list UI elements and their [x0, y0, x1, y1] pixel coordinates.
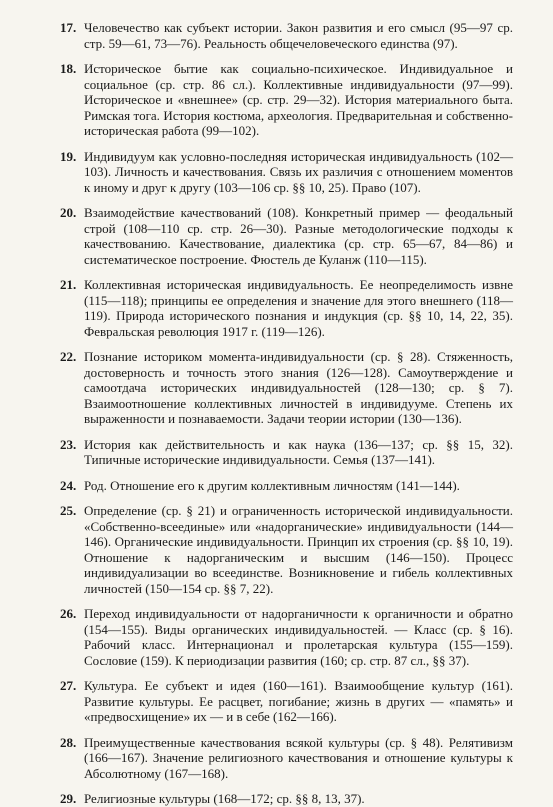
entry-text: Коллективная историческая индивидуальность. Ее неопределимость извне (115—118); принципы ее определения и значение для этого внешнего (118—119). Природа исторического познания и индукция (ср. §§ 10, 14, 22, 35). Февральская революция 1917 г. (119—126).: [84, 277, 513, 339]
entry-number: 22.: [60, 349, 77, 364]
toc-entry-29: [60, 791, 513, 807]
entry-number: 26.: [60, 606, 77, 621]
entry-text: Познание историком момента-индивидуальности (ср. § 28). Стяженность, достоверность и точность этого знания (126—128). Самоутверждение и самоотдача исторических индивидуальностей (128—130; ср. § 7). Взаимоотношение коллективных личностей в индивидууме. Степень их выраженности и познаваемости. Задачи теории истории (130—136).: [84, 349, 513, 426]
entry-number: 19.: [60, 148, 77, 164]
entry-text: Взаимодействие качествований (108). Конкретный пример — феодальный строй (108—110 ср. стр. 26—30). Разные методологические подходы к качествованию. Качествование, диалектика (ср. стр. 65—67, 84—86) и систематическое построение. Фюстель де Куланж (110—115).: [84, 205, 513, 267]
entry-text: Культура. Ее субъект и идея (160—161). Взаимообщение культур (161). Развитие культуры. Ее расцвет, погибание; жизнь в других — «память» и «предвосхищение» их — и в себе (162—166).: [84, 678, 513, 724]
toc-entry-27: [60, 678, 513, 725]
entry-number: 29.: [60, 791, 77, 806]
toc-entry-28: [60, 734, 513, 782]
entry-text: Индивидуум как условно-последняя историческая индивидуальность (102—103). Личность и качествования. Связь их различия с отношением моментов к иному и друг к другу (103—106 ср. §§ 10, 25). Право (107).: [84, 148, 513, 195]
entry-text: Переход индивидуальности от надорганичности к органичности и обратно (154—155). Виды органических индивидуальностей. — Класс (ср. § 16). Рабочий класс. Интернационал и пролетарская культура (155—159). Сословие (159). К периодизации развития (160; ср. стр. 87 сл., §§ 37).: [84, 606, 513, 668]
entry-number: 23.: [60, 436, 77, 452]
entry-number: 20.: [60, 205, 77, 220]
entry-text: Религиозные культуры (168—172; ср. §§ 8, 13, 37).: [84, 791, 365, 806]
entry-number: 21.: [60, 277, 77, 292]
entry-number: 25.: [60, 503, 77, 518]
entry-number: 28.: [60, 734, 77, 750]
entry-number: 24.: [60, 477, 77, 493]
entry-text: Определение (ср. § 21) и ограниченность исторической индивидуальности. «Собственно-всеединые» или «надорганические» индивидуальности (144—146). Органические индивидуальности. Принцип их строения (ср. §§ 10, 19). Отношение к надорганическим и высшим (146—150). Процесс индивидуализации во всеединстве. Возникновение и гибель коллективных личностей (150—154 ср. §§ 7, 22).: [84, 503, 513, 596]
toc-entry-22: [60, 349, 513, 427]
toc-entry-20: [60, 205, 513, 267]
toc-entry-26: [60, 606, 513, 668]
toc-entry-23: [60, 436, 513, 468]
toc-entry-19: [60, 148, 513, 196]
entry-number: 27.: [60, 678, 77, 693]
entry-text: История как действительность и как наука (136—137; ср. §§ 15, 32). Типичные исторические индивидуальности. Семья (137—141).: [84, 436, 513, 467]
entry-text: Человечество как субъект истории. Закон развития и его смысл (95—97 ср. стр. 59—61, 73—76). Реальность общечеловеческого единства (97).: [84, 20, 513, 51]
toc-entry-25: [60, 503, 513, 596]
toc-entry-17: [60, 20, 513, 51]
entry-number: 17.: [60, 20, 77, 35]
toc-entry-18: [60, 61, 513, 139]
entry-number: 18.: [60, 61, 77, 76]
entry-text: Преимущественные качествования всякой культуры (ср. § 48). Релятивизм (166—167). Значение религиозного качествования и отношение культуры к Абсолютному (167—168).: [84, 734, 513, 781]
entry-text: Историческое бытие как социально-психическое. Индивидуальное и социальное (ср. стр. 86 сл.). Коллективные индивидуальности (97—99). Историческое и «внешнее» (ср. стр. 29—32). История материального быта. Римская тога. История костюма, археология. Предварительная и собственно-историческая работа (99—102).: [84, 61, 513, 138]
entry-text: Род. Отношение его к другим коллективным личностям (141—144).: [84, 477, 460, 493]
toc-entry-24: [60, 477, 513, 494]
toc-entry-21: [60, 277, 513, 339]
